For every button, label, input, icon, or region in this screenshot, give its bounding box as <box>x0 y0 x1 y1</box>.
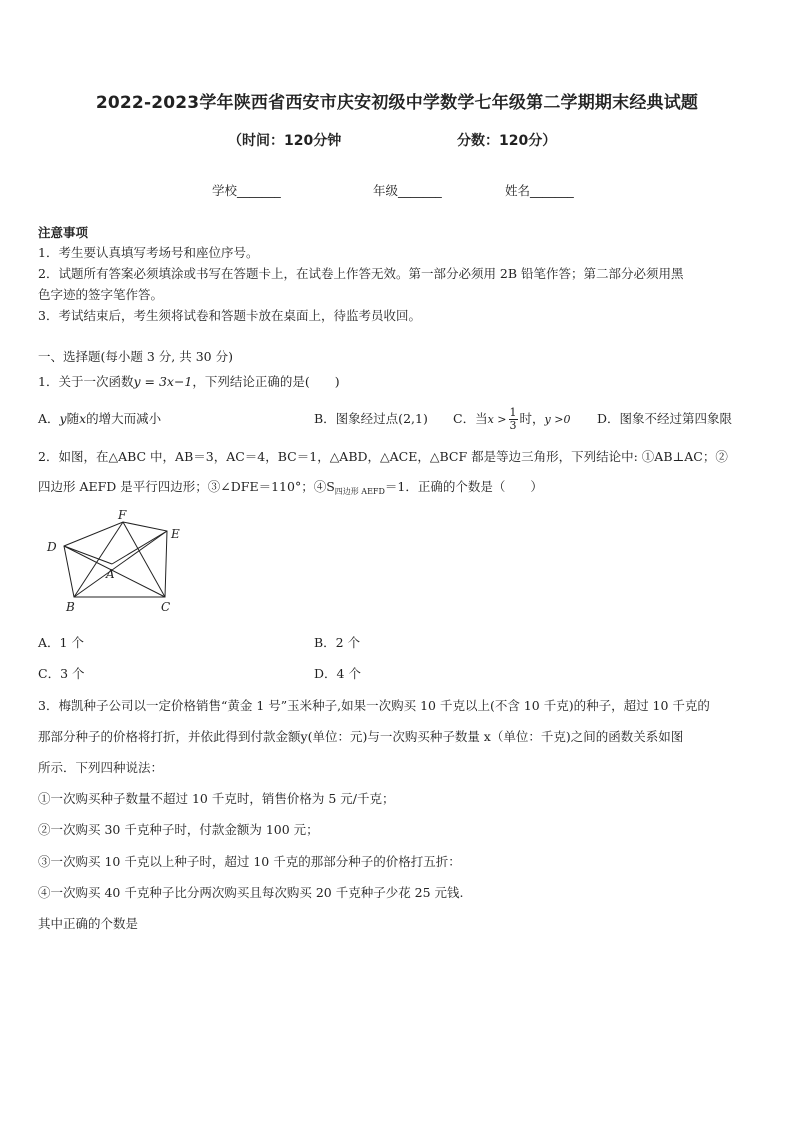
q1-optA-mid: 随 <box>66 411 80 426</box>
label-D: D <box>47 540 57 554</box>
q3-tail: 其中正确的个数是 <box>38 916 139 931</box>
q1-optC-pre: C．当 <box>453 411 488 426</box>
q1-option-b: B．图象经过点(2,1) <box>314 411 428 426</box>
question-1-stem <box>38 372 340 392</box>
q1-function: y = 3x−1 <box>133 374 193 389</box>
label-A: A <box>106 567 115 581</box>
fraction-denominator: 3 <box>509 419 517 432</box>
segment-CF <box>123 522 165 597</box>
fraction-numerator: 1 <box>509 406 517 419</box>
q1-optA-x: x <box>79 411 87 426</box>
label-B: B <box>66 600 75 614</box>
page-title: 2022-2023学年陕西省西安市庆安初级中学数学七年级第二学期期末经典试题 <box>95 93 699 113</box>
segment-AE <box>112 531 167 564</box>
q1-optA-post: 的增大而减小 <box>86 411 162 426</box>
school-field: 学校_______ <box>212 183 281 198</box>
q2-option-d: D．4 个 <box>314 666 361 681</box>
label-F: F <box>118 508 127 522</box>
grade-field: 年级_______ <box>373 183 442 198</box>
q2-option-b: B．2 个 <box>314 635 361 650</box>
question-2-line1: 2．如图，在△ABC 中，AB＝3，AC＝4，BC＝1，△ABD，△ACE，△BCF 都是等边三角形，下列结论中: ①AB⊥AC；② <box>38 449 728 464</box>
name-field: 姓名_______ <box>505 183 574 198</box>
notice-item: 3．考试结束后，考生须将试卷和答题卡放在桌面上，待监考员收回。 <box>38 308 421 323</box>
q1-stem-a: 1．关于一次函数 <box>38 374 134 389</box>
question-2-line2 <box>38 477 543 502</box>
q1-optC-y: y >0 <box>544 413 571 426</box>
exam-time: （时间：120分钟 <box>228 133 342 149</box>
q1-optC-post: 时， <box>519 411 545 426</box>
q3-statement-3: ③一次购买 10 千克以上种子时，超过 10 千克的那部分种子的价格打五折： <box>38 854 461 869</box>
q3-statement-1: ①一次购买种子数量不超过 10 千克时，销售价格为 5 元/千克； <box>38 791 395 806</box>
q2-area-subscript: 四边形 AEFD <box>334 487 385 496</box>
segment-BF <box>74 522 123 597</box>
q2-option-c: C．3 个 <box>38 666 85 681</box>
q2-geometry-figure <box>40 508 190 616</box>
q1-stem-b: ，下列结论正确的是( ) <box>192 374 340 389</box>
q1-option-d: D．图象不经过第四象限 <box>597 411 733 426</box>
label-E: E <box>171 527 180 541</box>
notice-item: 2．试题所有答案必须填涂或书写在答题卡上，在试卷上作答无效。第一部分必须用 2B 铅笔作答；第二部分必须用黑 <box>38 266 684 281</box>
q1-optC-x: x > <box>487 413 507 426</box>
q1-option-c <box>453 400 570 439</box>
q2-line2-a: 四边形 AEFD 是平行四边形；③∠DFE＝110°；④S <box>38 479 335 494</box>
q2-option-a: A．1 个 <box>38 635 84 650</box>
q2-line2-b: ＝1．正确的个数是（ ） <box>384 479 543 494</box>
exam-score: 分数：120分） <box>457 133 557 149</box>
q3-statement-4: ④一次购买 40 千克种子比分两次购买且每次购买 20 千克种子少花 25 元钱. <box>38 885 464 900</box>
label-C: C <box>161 600 171 614</box>
segment-BE <box>74 531 167 597</box>
segment-DA <box>64 546 112 564</box>
question-3-line3: 所示．下列四种说法： <box>38 760 164 775</box>
q1-option-a <box>38 409 161 429</box>
q1-optC-fraction <box>509 407 518 432</box>
question-3-line1: 3．梅凯种子公司以一定价格销售“黄金 1 号”玉米种子,如果一次购买 10 千克以上(不含 10 千克)的种子，超过 10 千克的 <box>38 698 710 713</box>
section-heading: 一、选择题(每小题 3 分, 共 30 分) <box>38 349 233 364</box>
q1-optA-y: y <box>59 411 67 426</box>
notice-heading: 注意事项 <box>38 225 89 240</box>
notice-item: 色字迹的签字笔作答。 <box>38 287 164 302</box>
notice-item: 1．考生要认真填写考场号和座位序号。 <box>38 245 259 260</box>
q1-optA-pre: A． <box>38 411 60 426</box>
q3-statement-2: ②一次购买 30 千克种子时，付款金额为 100 元； <box>38 822 319 837</box>
question-3-line2: 那部分种子的价格将打折，并依此得到付款金额y(单位：元)与一次购买种子数量 x（单位：千克)之间的函数关系如图 <box>38 729 684 744</box>
